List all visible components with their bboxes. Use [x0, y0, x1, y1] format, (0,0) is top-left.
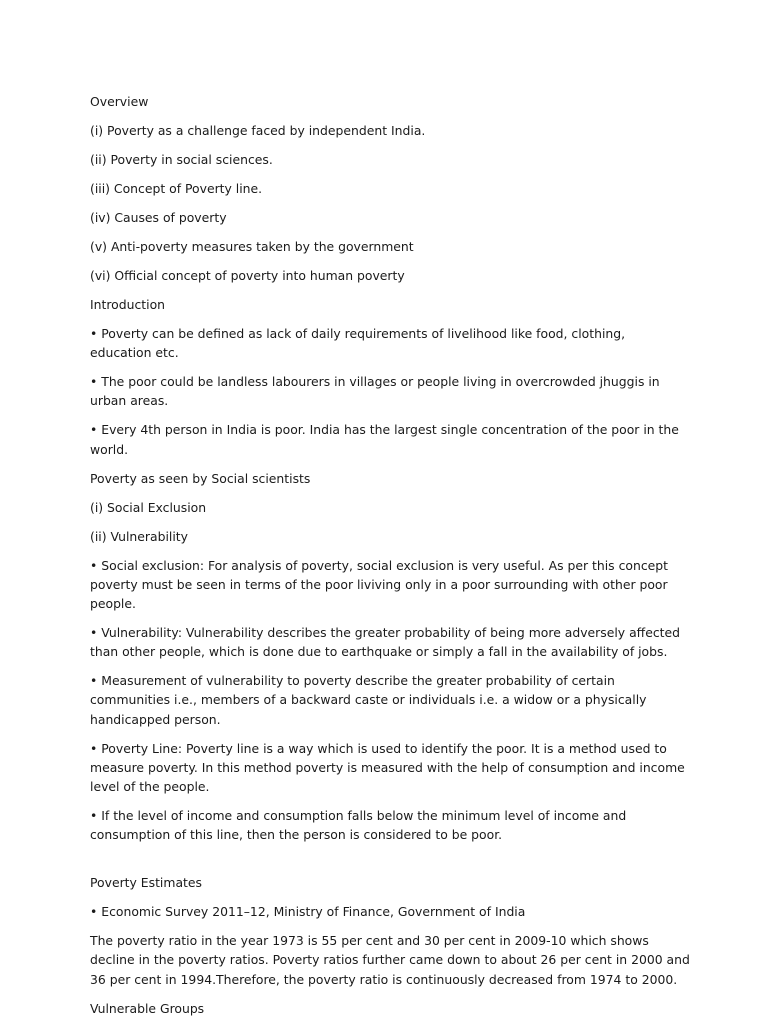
- heading-overview: Overview: [90, 94, 149, 109]
- social-exclusion-bullet: • Social exclusion: For analysis of poverty, social exclusion is very useful. As per this concept poverty must be seen in terms of the poor liviving only in a poor surrounding with other poor people.: [90, 557, 668, 612]
- measurement-bullet: • Measurement of vulnerability to poverty describe the greater probability of certain communities i.e., members of a backward caste or individuals i.e. a widow or a physically handicapped person.: [90, 673, 647, 727]
- vulnerability-bullet: • Vulnerability: Vulnerability describes the greater probability of being more adversely affected than other people, which is done due to earthquake or simply a fall in the availability of jobs.: [90, 625, 680, 660]
- introduction-bullet-2: • The poor could be landless labourers in villages or people living in overcrowded jhuggis in urban areas.: [90, 374, 660, 409]
- overview-item-3: (iii) Concept of Poverty line.: [90, 181, 263, 196]
- income-level-bullet: • If the level of income and consumption falls below the minimum level of income and consumption of this line, then the person is considered to be poor.: [90, 808, 627, 843]
- economic-survey-bullet: • Economic Survey 2011–12, Ministry of Finance, Government of India: [90, 904, 526, 920]
- social-scientists-item-2: (ii) Vulnerability: [90, 528, 188, 544]
- poverty-line-bullet: • Poverty Line: Poverty line is a way which is used to identify the poor. It is a method used to measure poverty. In this method poverty is measured with the help of consumption and income level of the people.: [90, 740, 685, 795]
- overview-item-6: (vi) Official concept of poverty into human poverty: [90, 268, 405, 283]
- overview-item-2: (ii) Poverty in social sciences.: [90, 152, 273, 167]
- overview-item-1: (i) Poverty as a challenge faced by independent India.: [90, 123, 426, 138]
- overview-item-4: (iv) Causes of poverty: [90, 210, 227, 225]
- introduction-bullet-1: • Poverty can be defined as lack of daily requirements of livelihood like food, clothing, education etc.: [90, 326, 626, 361]
- heading-introduction: Introduction: [90, 297, 166, 312]
- social-scientists-item-1: (i) Social Exclusion: [90, 499, 207, 515]
- introduction-bullet-3: • Every 4th person in India is poor. India has the largest single concentration of the poor in the world.: [90, 422, 679, 457]
- blank-line: [90, 854, 690, 873]
- poverty-ratio-paragraph: The poverty ratio in the year 1973 is 55 per cent and 30 per cent in 2009-10 which shows decline in the poverty ratios. Poverty ratios further came down to about 26 per cent in 2000 and 36 per cent in 1994.Therefore, the poverty ratio is continuously decreased from 1974 to 2000.: [90, 933, 690, 987]
- heading-social-scientists: Poverty as seen by Social scientists: [90, 470, 311, 486]
- document-page: [90, 92, 690, 1028]
- overview-item-5: (v) Anti-poverty measures taken by the government: [90, 239, 414, 254]
- heading-vulnerable-groups: Vulnerable Groups: [90, 1000, 205, 1016]
- heading-poverty-estimates: Poverty Estimates: [90, 875, 202, 891]
